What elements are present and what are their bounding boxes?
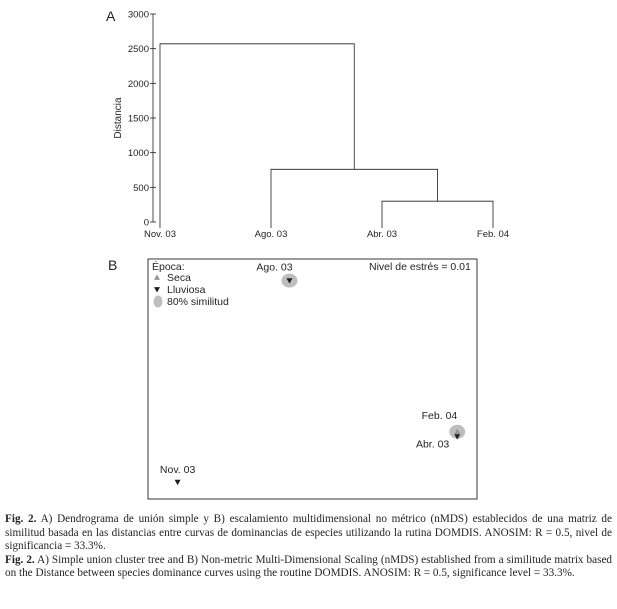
legend-label: Seca (167, 272, 191, 284)
figure-caption (5, 513, 612, 581)
panel-a-dendrogram (106, 8, 509, 240)
point-label: Feb. 04 (421, 409, 458, 422)
leaf-label: Ago. 03 (254, 229, 288, 240)
point-label: Nov. 03 (159, 464, 196, 477)
y-tick-label: 2000 (127, 78, 149, 90)
y-tick-label: 2500 (127, 44, 149, 56)
y-tick-label: 500 (133, 182, 149, 194)
y-axis-ticks (128, 10, 156, 229)
y-tick-label: 1500 (127, 113, 149, 125)
point-label: Ago. 03 (256, 261, 293, 274)
dendrogram-branches (160, 44, 493, 228)
y-tick-label: 1000 (127, 148, 149, 160)
point-label: Abr. 03 (415, 438, 450, 451)
legend-title: Época: (152, 261, 185, 273)
panel-a-letter: A (106, 8, 116, 24)
dendrogram-branch (382, 201, 493, 228)
y-axis-label: Distancia (113, 97, 124, 139)
caption-english (5, 554, 612, 581)
leaf-label: Abr. 03 (366, 229, 398, 240)
y-tick-label: 0 (143, 217, 149, 229)
legend-label: Lluviosa (167, 284, 206, 296)
dendrogram-leaf-labels (144, 229, 509, 240)
dendrogram-branch (271, 169, 438, 228)
panel-b-nmds (108, 257, 477, 499)
caption-spanish-text: A) Dendrograma de unión simple y B) escalamiento multidimensional no métrico (nMDS) establecidos de una matriz de similitud basada en las distancias entre curvas de dominancias de especies utilizando la rutina DOMDIS. ANOSIM: R = 0.5, nivel de significancia = 33.3%. (5, 513, 612, 553)
y-tick-label: 3000 (127, 9, 149, 21)
legend-label: 80% similitud (167, 296, 229, 308)
legend-ellipse-icon (154, 296, 163, 308)
leaf-label: Nov. 03 (143, 229, 177, 240)
legend (152, 260, 229, 308)
legend-triangle-down-icon (154, 287, 160, 292)
caption-spanish (5, 513, 612, 554)
stress-label: Nivel de estrés = 0.01 (369, 261, 471, 273)
leaf-label: Feb. 04 (476, 229, 510, 240)
point-triangle-down-icon (175, 480, 181, 485)
caption-spanish-label: Fig. 2. (5, 513, 37, 525)
caption-english-text: A) Simple union cluster tree and B) Non-metric Multi-Dimensional Scaling (nMDS) established from a similitude matrix based on the Distance between species dominance curves using the routine DOMDIS. ANOSIM: R = 0.5, significance level = 33.3%. (5, 553, 612, 580)
caption-english-label: Fig. 2. (5, 553, 35, 566)
panel-b-letter: B (108, 257, 118, 273)
legend-triangle-up-icon (154, 275, 160, 280)
dendrogram-branch (160, 44, 354, 228)
